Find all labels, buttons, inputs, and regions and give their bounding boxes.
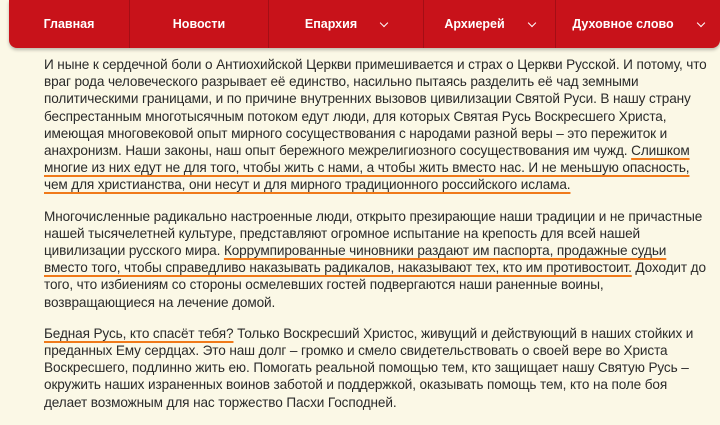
nav-item-news[interactable] [129, 0, 268, 48]
chevron-down-icon [527, 18, 535, 26]
main-navigation [9, 0, 720, 48]
nav-item-spiritual-word[interactable] [555, 0, 720, 48]
article-paragraph [44, 325, 708, 411]
nav-item-bishop[interactable] [423, 0, 555, 48]
paragraph-text: Доходит до того, что избиениям со стороны осмелевших гостей подвергаются наши раненные воины, возвращающиеся на лечение домой. [44, 260, 706, 310]
article-body [44, 56, 708, 425]
article-paragraph [44, 56, 708, 194]
nav-item-label: Архиерей [444, 17, 505, 31]
nav-item-label: Новости [172, 17, 226, 31]
highlighted-text: Слишком многие из них едут не для того, чтобы жить с нами, а чтобы жить вместо нас. И не меньшую опасность, чем для христианства, они несут и для мирного традиционного российского ислама. [44, 143, 690, 193]
chevron-down-icon [696, 18, 704, 26]
highlighted-text: Бедная Русь, кто спасёт тебя? [44, 325, 234, 341]
paragraph-text: Только Воскресший Христос, живущий и действующий в наших стойких и преданных Ему сердцах. Это наш долг – громко и смело свидетельствовать о своей вере во Христа Воскресшего, подлинно жить ею. Помогать реальной помощью тем, кто защищает нашу Святую Русь – окружить наших израненных воинов заботой и поддержкой, оказывать помощь тем, кто на поле боя делает возможным для нас торжество Пасхи Господней. [44, 325, 694, 410]
paragraph-text: Многочисленные радикально настроенные люди, открыто презирающие наши традиции и не причастные нашей тысячелетней культуре, представляют огромное испытание на крепость для всей нашей цивилизации русского мира. [44, 208, 703, 259]
nav-item-label: Духовное слово [572, 17, 674, 31]
paragraph-text: И ныне к сердечной боли о Антиохийской Церкви примешивается и страх о Церкви Русской. И потому, что враг рода человеческого разрывает её единство, насильно пытаясь разделить её чад земными политическими границами, и по причине внутренних вызовов цивилизации Святой Руси. В нашу страну беспрестанным многотысячным потоком едут люди, для которых Святая Русь Воскресшего Христа, имеющая многовековой опыт мирного сосуществования с народами разной веры – это пережиток и анахронизм. Наши законы, наш опыт бережного межрелигиозного сосуществования им чужд. [44, 57, 707, 159]
nav-item-label: Главная [43, 17, 95, 31]
nav-item-home[interactable] [9, 0, 129, 48]
nav-item-eparchy[interactable] [268, 0, 423, 48]
article-paragraph [44, 208, 708, 311]
nav-item-label: Епархия [304, 17, 358, 31]
highlighted-text: Коррумпированные чиновники раздают им паспорта, продажные судьи вместо того, чтобы справедливо наказывать радикалов, наказывают тех, кто им противостоит. [44, 243, 667, 276]
chevron-down-icon [380, 18, 388, 26]
